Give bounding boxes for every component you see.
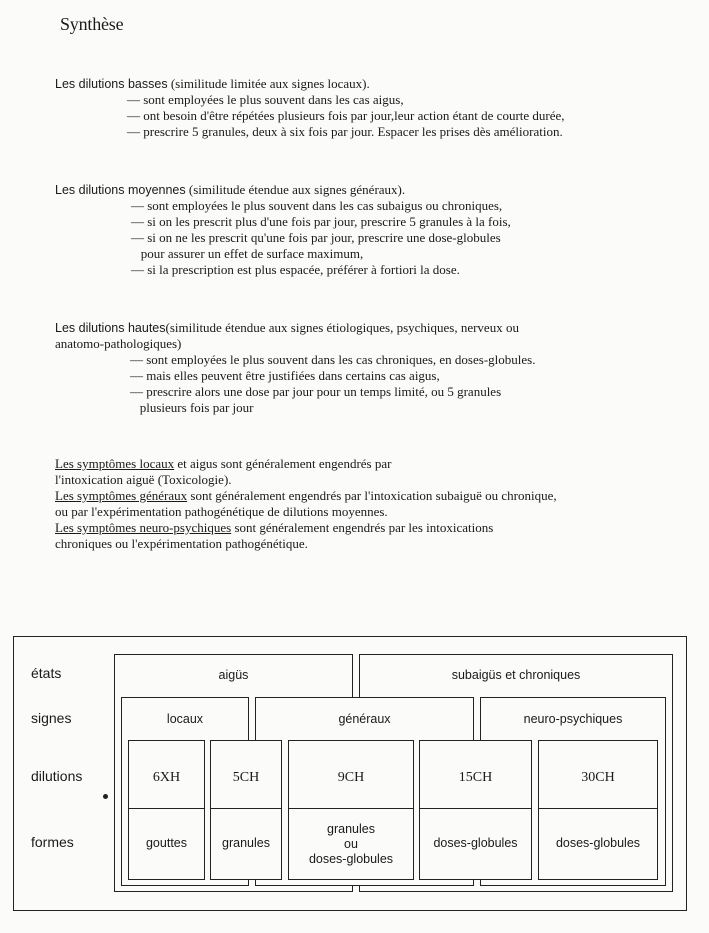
signe-label: généraux bbox=[338, 712, 391, 726]
section-heading bbox=[55, 320, 535, 336]
row-label-etats: états bbox=[31, 665, 62, 681]
list-item: — si on les prescrit plus d'une fois par jour, prescrire 5 granules à la fois, bbox=[131, 214, 511, 229]
symptom-line bbox=[55, 520, 557, 536]
section-lead: Les dilutions basses bbox=[55, 77, 168, 91]
list-item: — si la prescription est plus espacée, préférer à fortiori la dose. bbox=[131, 262, 460, 277]
page-title: Synthèse bbox=[60, 14, 124, 34]
divider bbox=[128, 808, 205, 809]
dilution-label: 30CH bbox=[581, 770, 615, 785]
symptom-line: chroniques ou l'expérimentation pathogénétique. bbox=[55, 536, 308, 551]
list-item: — si on ne les prescrit qu'une fois par jour, prescrire une dose-globules bbox=[131, 230, 501, 245]
symptom-term: Les symptômes neuro-psychiques bbox=[55, 520, 232, 535]
symptom-line: l'intoxication aiguë (Toxicologie). bbox=[55, 472, 232, 487]
symptom-line bbox=[55, 488, 557, 504]
row-label-signes: signes bbox=[31, 710, 72, 726]
symptoms-notes bbox=[55, 456, 557, 552]
section-heading bbox=[55, 182, 511, 198]
dilution-col-5ch bbox=[210, 740, 282, 880]
row-label-dilutions: dilutions bbox=[31, 768, 83, 784]
divider bbox=[538, 808, 658, 809]
forme-label: granules bbox=[222, 836, 270, 850]
forme-label: gouttes bbox=[145, 836, 187, 850]
section-heading-cont: anatomo-pathologiques) bbox=[55, 336, 182, 351]
etat-label: aigüs bbox=[218, 668, 249, 682]
symptom-text: sont généralement engendrés par l'intoxication subaiguë ou chronique, bbox=[187, 488, 557, 503]
dilution-label: 15CH bbox=[458, 770, 493, 785]
list-item: — mais elles peuvent être justifiées dans certains cas aigus, bbox=[130, 368, 440, 383]
list-item: — sont employées le plus souvent dans les cas aigus, bbox=[127, 92, 404, 107]
list-item: — sont employées le plus souvent dans les cas subaigus ou chroniques, bbox=[131, 198, 503, 213]
section-medium-dilutions bbox=[55, 182, 511, 278]
etat-label: subaigüs et chroniques bbox=[451, 668, 581, 682]
section-rest: (similitude étendue aux signes généraux). bbox=[185, 182, 406, 197]
dilution-col-15ch bbox=[419, 740, 532, 880]
list-item: — sont employées le plus souvent dans les cas chroniques, en doses-globules. bbox=[130, 352, 536, 367]
dilution-col-6xh bbox=[128, 740, 205, 880]
divider bbox=[210, 808, 282, 809]
section-rest: (similitude limitée aux signes locaux). bbox=[167, 76, 370, 91]
list-item: plusieurs fois par jour bbox=[130, 400, 254, 415]
symptom-text: et aigus sont généralement engendrés par bbox=[174, 456, 392, 471]
list-item: pour assurer un effet de surface maximum, bbox=[131, 246, 364, 261]
bullet-dot bbox=[103, 794, 108, 799]
forme-label: doses-globules bbox=[555, 836, 641, 850]
section-heading bbox=[55, 76, 565, 92]
signe-label: locaux bbox=[166, 712, 204, 726]
dilution-label: 9CH bbox=[337, 770, 365, 785]
forme-label: granules ou doses-globules bbox=[308, 822, 394, 866]
symptom-term: Les symptômes locaux bbox=[55, 456, 175, 471]
dilution-col-30ch bbox=[538, 740, 658, 880]
forme-label: doses-globules bbox=[433, 836, 518, 850]
symptom-term: Les symptômes généraux bbox=[55, 488, 188, 503]
symptom-line: ou par l'expérimentation pathogénétique de dilutions moyennes. bbox=[55, 504, 388, 519]
list-item: — prescrire 5 granules, deux à six fois par jour. Espacer les prises dès amélioration. bbox=[127, 124, 563, 139]
dilution-label: 6XH bbox=[152, 770, 181, 785]
list-item: — prescrire alors une dose par jour pour un temps limité, ou 5 granules bbox=[130, 384, 502, 399]
section-high-dilutions bbox=[55, 320, 535, 416]
divider bbox=[419, 808, 532, 809]
section-low-dilutions bbox=[55, 76, 565, 140]
section-rest: (similitude étendue aux signes étiologiques, psychiques, nerveux ou bbox=[165, 320, 519, 335]
section-lead: Les dilutions hautes bbox=[55, 321, 166, 335]
list-item: — ont besoin d'être répétées plusieurs fois par jour,leur action étant de courte durée, bbox=[127, 108, 565, 123]
section-lead: Les dilutions moyennes bbox=[55, 183, 186, 197]
symptom-line bbox=[55, 456, 557, 472]
dilution-label: 5CH bbox=[232, 770, 260, 785]
symptom-text: sont généralement engendrés par les intoxications bbox=[231, 520, 494, 535]
divider bbox=[288, 808, 414, 809]
signe-label: neuro-psychiques bbox=[523, 712, 623, 726]
row-label-formes: formes bbox=[31, 834, 74, 850]
